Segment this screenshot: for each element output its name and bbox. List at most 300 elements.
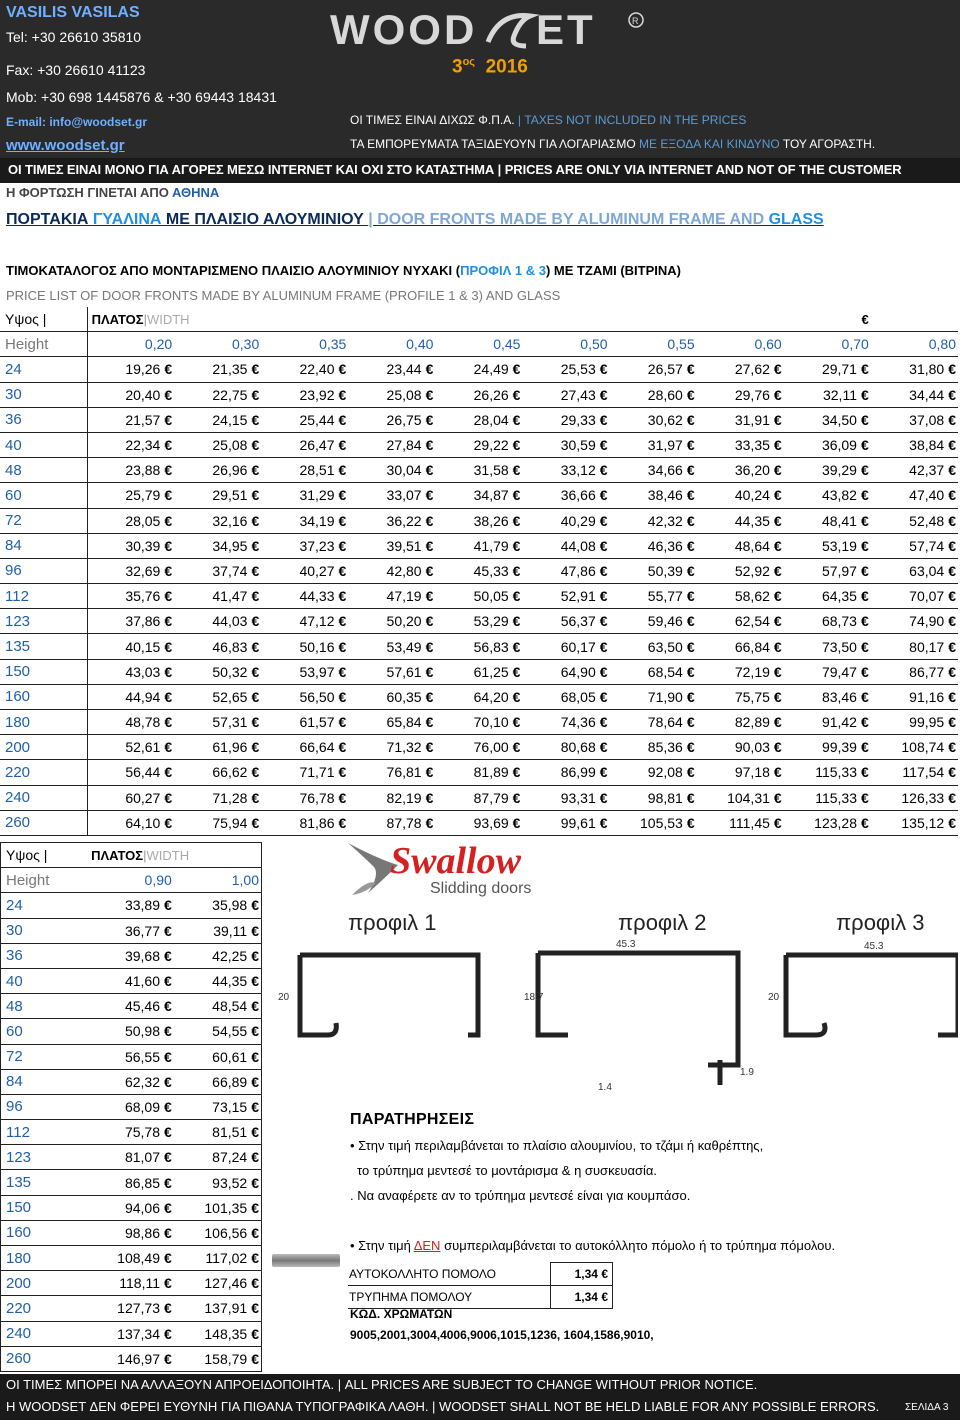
currency-symbol: € (251, 588, 260, 605)
price-value: 33,12 (560, 462, 596, 479)
price-value: 60,61 (212, 1048, 248, 1065)
table-row (0, 609, 958, 634)
currency-symbol: € (599, 588, 608, 605)
price-value: 82,89 (734, 714, 770, 731)
transport-notice: ΤΑ ΕΜΠΟΡΕΥΜΑΤΑ ΤΑΞΙΔΕΥΟΥΝ ΓΙΑ ΛΟΓΑΡΙΑΣΜΟ ΜΕ ΕΞΟΔΑ ΚΑΙ ΚΙΝΔΥΝΟ ΤΟΥ ΑΓΟΡΑΣΤΗ. (350, 137, 876, 151)
extra-item-price: 1,34 € (551, 1263, 613, 1286)
currency-symbol: € (164, 973, 172, 990)
price-cell (435, 533, 522, 558)
price-cell (174, 760, 261, 785)
currency-symbol: € (512, 588, 521, 605)
price-value: 41,79 (473, 537, 509, 554)
width-row (1, 868, 262, 893)
price-cell (871, 684, 958, 709)
price-cell (87, 432, 174, 457)
width-label: ΠΛΑΤΟΣ|WIDTH (87, 843, 261, 868)
price-value: 90,03 (734, 739, 770, 756)
height-value: 260 (1, 1346, 88, 1371)
currency-symbol: € (512, 537, 521, 554)
price-value: 61,57 (299, 714, 335, 731)
currency-symbol: € (164, 1124, 172, 1141)
price-value: 127,46 (204, 1275, 248, 1292)
currency-symbol: € (425, 688, 434, 705)
price-value: 73,50 (821, 638, 857, 655)
price-cell (348, 710, 435, 735)
price-cell (610, 634, 697, 659)
price-cell (784, 684, 871, 709)
price-cell (435, 659, 522, 684)
fax-text: Fax: +30 26610 41123 (6, 62, 146, 78)
currency-symbol: € (599, 411, 608, 428)
price-cell (261, 407, 348, 432)
price-value: 39,29 (821, 462, 857, 479)
price-cell (87, 684, 174, 709)
price-cell (87, 1120, 174, 1145)
price-cell (522, 634, 609, 659)
currency-symbol: € (338, 613, 347, 630)
table-row (0, 558, 958, 583)
price-value: 24,15 (212, 411, 248, 428)
price-value: 39,68 (124, 947, 160, 964)
price-cell (522, 735, 609, 760)
currency-symbol: € (164, 1275, 172, 1292)
price-cell (87, 407, 174, 432)
currency-symbol: € (164, 411, 173, 428)
table-row (1, 918, 262, 943)
price-value: 158,79 (204, 1350, 248, 1367)
price-cell (174, 994, 262, 1019)
mobile-text: Mob: +30 698 1445876 & +30 69443 18431 (6, 89, 277, 105)
price-cell (174, 1246, 262, 1271)
price-value: 32,69 (125, 562, 161, 579)
currency-symbol: € (251, 487, 260, 504)
price-cell (348, 483, 435, 508)
price-value: 23,44 (386, 361, 422, 378)
table-row (0, 735, 958, 760)
price-cell (261, 382, 348, 407)
table-row (0, 458, 958, 483)
price-value: 25,08 (386, 386, 422, 403)
price-cell (610, 458, 697, 483)
price-value: 118,11 (119, 1275, 160, 1292)
price-value: 37,74 (212, 562, 248, 579)
price-cell (610, 810, 697, 835)
currency-symbol: € (686, 663, 695, 680)
height-value: 30 (0, 382, 87, 407)
svg-text:προφιλ 1: προφιλ 1 (348, 910, 437, 935)
price-cell (261, 584, 348, 609)
price-cell (174, 968, 262, 993)
currency-symbol: € (512, 688, 521, 705)
price-value: 40,27 (299, 562, 335, 579)
price-cell (174, 558, 261, 583)
price-value: 65,84 (386, 714, 422, 731)
website-link[interactable]: www.woodset.gr (6, 137, 125, 154)
price-cell (871, 810, 958, 835)
price-value: 47,19 (386, 588, 422, 605)
table-row (1, 968, 262, 993)
currency-symbol: € (512, 512, 521, 529)
currency-symbol: € (686, 739, 695, 756)
price-cell (871, 508, 958, 533)
price-cell (522, 533, 609, 558)
price-value: 29,22 (473, 437, 509, 454)
price-value: 40,24 (734, 487, 770, 504)
currency-symbol: € (773, 613, 782, 630)
currency-symbol: € (686, 512, 695, 529)
height-value: 40 (0, 432, 87, 457)
table-row (0, 483, 958, 508)
email-link[interactable]: E-mail: info@woodset.gr (6, 115, 148, 129)
price-value: 137,34 (117, 1325, 160, 1342)
price-cell (697, 533, 784, 558)
currency-symbol: € (599, 663, 608, 680)
currency-symbol: € (425, 714, 434, 731)
table-row (1, 1120, 262, 1145)
price-cell (87, 533, 174, 558)
price-cell (435, 558, 522, 583)
currency-symbol: € (773, 714, 782, 731)
price-cell (871, 634, 958, 659)
price-cell (87, 558, 174, 583)
price-value: 86,77 (909, 663, 945, 680)
svg-text:WOOD: WOOD (330, 6, 478, 52)
price-cell (435, 584, 522, 609)
price-cell (174, 918, 262, 943)
height-label-en: Height (1, 868, 88, 893)
currency-symbol: € (948, 361, 956, 378)
svg-text:Swallow: Swallow (390, 840, 521, 882)
currency-symbol: € (512, 411, 521, 428)
currency-symbol: € (338, 764, 347, 781)
currency-symbol: € (251, 1250, 259, 1267)
price-cell (261, 357, 348, 382)
price-cell (522, 357, 609, 382)
height-value: 123 (0, 609, 87, 634)
price-cell (87, 382, 174, 407)
currency-symbol: € (338, 789, 347, 806)
price-cell (87, 1145, 174, 1170)
currency-symbol: € (164, 1048, 172, 1065)
price-value: 42,80 (386, 562, 422, 579)
width-value: 0,20 (87, 332, 174, 357)
price-table2-body (1, 868, 262, 1372)
price-value: 38,46 (647, 487, 683, 504)
currency-symbol: € (425, 411, 434, 428)
price-cell (522, 810, 609, 835)
price-value: 36,66 (560, 487, 596, 504)
price-value: 56,37 (560, 613, 596, 630)
price-value: 126,33 (901, 789, 945, 806)
price-cell (348, 785, 435, 810)
price-cell (87, 1069, 174, 1094)
price-value: 23,92 (299, 386, 335, 403)
currency-symbol: € (599, 814, 608, 831)
price-value: 19,26 (125, 361, 161, 378)
currency-symbol: € (860, 411, 869, 428)
currency-symbol: € (860, 638, 869, 655)
price-value: 35,76 (125, 588, 161, 605)
price-value: 71,28 (212, 789, 248, 806)
height-value: 240 (1, 1321, 88, 1346)
footer-price-change: ΟΙ ΤΙΜΕΣ ΜΠΟΡΕΙ ΝΑ ΑΛΛΑΞΟΥΝ ΑΠΡΟΕΙΔΟΠΟΙΗΤΑ. | ALL PRICES ARE SUBJECT TO CHANGE WITHOUT PRIOR NOTICE. (6, 1377, 758, 1392)
swallow-profiles-figure (268, 835, 958, 1095)
currency-symbol: € (599, 437, 608, 454)
price-cell (435, 760, 522, 785)
price-value: 64,35 (821, 588, 857, 605)
height-value: 180 (1, 1246, 88, 1271)
price-value: 35,98 (212, 897, 248, 914)
price-cell (784, 584, 871, 609)
currency-symbol: € (338, 512, 347, 529)
price-value: 94,06 (124, 1199, 160, 1216)
price-cell (87, 994, 174, 1019)
height-value: 60 (0, 483, 87, 508)
currency-symbol: € (948, 814, 956, 831)
currency-symbol: € (512, 638, 521, 655)
price-value: 36,20 (734, 462, 770, 479)
price-value: 68,54 (647, 663, 683, 680)
price-value: 75,75 (734, 688, 770, 705)
price-cell (174, 1296, 262, 1321)
currency-symbol: € (773, 562, 782, 579)
currency-symbol: € (860, 361, 869, 378)
currency-symbol: € (164, 512, 173, 529)
currency-symbol: € (164, 1224, 172, 1241)
price-value: 76,00 (473, 739, 509, 756)
currency-symbol: € (164, 437, 173, 454)
price-value: 66,84 (734, 638, 770, 655)
currency-symbol: € (251, 1073, 259, 1090)
price-value: 104,31 (727, 789, 770, 806)
svg-text:1.9: 1.9 (740, 1067, 754, 1078)
price-value: 87,78 (386, 814, 422, 831)
currency-symbol: € (164, 1098, 172, 1115)
currency-symbol: € (338, 562, 347, 579)
price-cell (174, 1120, 262, 1145)
svg-text:ET: ET (536, 6, 596, 52)
woodset-logo (330, 6, 660, 52)
price-cell (87, 1195, 174, 1220)
currency-symbol: € (425, 789, 434, 806)
price-cell (784, 357, 871, 382)
currency-symbol: € (425, 437, 434, 454)
currency-symbol: € (948, 688, 956, 705)
price-cell (261, 483, 348, 508)
price-cell (174, 1271, 262, 1296)
price-value: 146,97 (117, 1350, 160, 1367)
currency-symbol: € (338, 361, 347, 378)
currency-symbol: € (860, 663, 869, 680)
price-value: 63,50 (647, 638, 683, 655)
price-cell (522, 508, 609, 533)
currency-symbol: € (686, 361, 695, 378)
price-cell (174, 508, 261, 533)
currency-symbol: € (338, 688, 347, 705)
price-cell (435, 508, 522, 533)
price-cell (435, 382, 522, 407)
price-cell (784, 407, 871, 432)
price-value: 21,35 (212, 361, 248, 378)
table-row (0, 810, 958, 835)
svg-text:20: 20 (768, 992, 780, 1003)
currency-symbol: € (948, 588, 956, 605)
currency-symbol: € (338, 537, 347, 554)
currency-symbol: € (599, 386, 608, 403)
price-cell (784, 432, 871, 457)
price-value: 68,09 (124, 1098, 160, 1115)
currency-symbol: € (686, 411, 695, 428)
price-value: 28,05 (125, 512, 161, 529)
currency-symbol: € (860, 714, 869, 731)
currency-symbol: € (512, 814, 521, 831)
price-value: 33,07 (386, 487, 422, 504)
currency-symbol: € (164, 1073, 172, 1090)
svg-text:18.7: 18.7 (524, 992, 544, 1003)
price-cell (261, 810, 348, 835)
price-value: 117,54 (902, 764, 945, 781)
price-cell (871, 785, 958, 810)
price-cell (174, 810, 261, 835)
currency-symbol: € (512, 437, 521, 454)
currency-symbol: € (599, 537, 608, 554)
currency-symbol: € (251, 1325, 259, 1342)
currency-symbol: € (686, 688, 695, 705)
vat-notice: ΟΙ ΤΙΜΕΣ ΕΙΝΑΙ ΔΙΧΩΣ Φ.Π.Α. | TAXES NOT INCLUDED IN THE PRICES (350, 113, 747, 127)
price-value: 86,85 (124, 1174, 160, 1191)
currency-symbol: € (425, 663, 434, 680)
price-cell (610, 710, 697, 735)
price-value: 81,86 (299, 814, 335, 831)
price-value: 26,75 (386, 411, 422, 428)
price-cell (610, 382, 697, 407)
currency-symbol: € (773, 437, 782, 454)
extra-item-label: ΤΡΥΠΗΜΑ ΠΟΜΟΛΟΥ (348, 1285, 551, 1308)
price-value: 30,39 (125, 537, 161, 554)
currency-symbol: € (773, 638, 782, 655)
svg-text:προφιλ 2: προφιλ 2 (618, 910, 707, 935)
price-value: 79,47 (821, 663, 857, 680)
currency-symbol: € (164, 688, 173, 705)
price-cell (348, 407, 435, 432)
subtitle-english: PRICE LIST OF DOOR FRONTS MADE BY ALUMINUM FRAME (PROFILE 1 & 3) AND GLASS (6, 288, 561, 303)
height-value: 135 (0, 634, 87, 659)
price-value: 93,31 (560, 789, 596, 806)
currency-symbol: € (251, 1048, 259, 1065)
svg-text:45.3: 45.3 (864, 941, 884, 952)
price-cell (87, 1296, 174, 1321)
price-value: 72,19 (734, 663, 770, 680)
currency-symbol: € (860, 814, 869, 831)
height-value: 30 (1, 918, 88, 943)
price-cell (871, 533, 958, 558)
price-cell (697, 558, 784, 583)
currency-symbol: € (164, 663, 173, 680)
price-cell (435, 458, 522, 483)
note-not-included: • Στην τιμή ΔΕΝ συμπεριλαμβάνεται το αυτοκόλλητο πόμολο ή το τρύπημα πόμολου. (350, 1238, 836, 1253)
price-value: 41,47 (212, 588, 248, 605)
currency-symbol: € (860, 537, 869, 554)
edition-label: $3^{o\varsigma}$ 2016 (452, 56, 528, 78)
price-value: 57,74 (909, 537, 945, 554)
price-cell (435, 785, 522, 810)
currency-symbol: € (251, 437, 260, 454)
currency-symbol: € (251, 897, 259, 914)
height-value: 150 (1, 1195, 88, 1220)
currency-symbol: € (599, 487, 608, 504)
price-value: 55,77 (647, 588, 683, 605)
price-cell (348, 382, 435, 407)
table-row (1, 1296, 262, 1321)
currency-symbol: € (251, 688, 260, 705)
currency-symbol: € (773, 688, 782, 705)
table-row (1, 1271, 262, 1296)
price-cell (522, 659, 609, 684)
price-cell (697, 634, 784, 659)
height-value: 72 (1, 1044, 88, 1069)
price-cell (87, 785, 174, 810)
price-cell (610, 760, 697, 785)
currency-symbol: € (686, 714, 695, 731)
width-value: 0,45 (435, 332, 522, 357)
price-value: 66,64 (299, 739, 335, 756)
currency-symbol: € (251, 1124, 259, 1141)
price-cell (261, 458, 348, 483)
price-value: 63,04 (909, 562, 945, 579)
price-cell (261, 735, 348, 760)
currency-symbol: € (251, 562, 260, 579)
currency-symbol: € (425, 462, 434, 479)
table2-header-row (1, 843, 262, 868)
table-row (1, 1321, 262, 1346)
table-row (0, 760, 958, 785)
price-cell (784, 634, 871, 659)
price-cell (784, 810, 871, 835)
currency-symbol: € (948, 789, 956, 806)
price-value: 70,07 (909, 588, 945, 605)
price-cell (348, 760, 435, 785)
price-cell (348, 558, 435, 583)
price-value: 46,36 (647, 537, 683, 554)
price-value: 24,49 (473, 361, 509, 378)
currency-symbol: € (773, 764, 782, 781)
price-cell (697, 735, 784, 760)
price-value: 31,80 (909, 361, 945, 378)
currency-symbol: € (599, 361, 608, 378)
currency-symbol: € (512, 386, 521, 403)
note-included-cont: το τρύπημα μεντεσέ το μοντάρισμα & η συσκευασία. (357, 1163, 658, 1178)
height-value: 48 (1, 994, 88, 1019)
price-cell (610, 483, 697, 508)
height-value: 160 (1, 1220, 88, 1245)
price-cell (784, 382, 871, 407)
price-value: 46,83 (212, 638, 248, 655)
table-row (0, 710, 958, 735)
currency-symbol: € (948, 562, 956, 579)
price-value: 68,05 (560, 688, 596, 705)
height-value: 24 (0, 357, 87, 382)
currency-symbol: € (599, 739, 608, 756)
price-cell (697, 710, 784, 735)
currency-symbol: € (338, 487, 347, 504)
price-table-body (0, 332, 958, 836)
price-cell (522, 382, 609, 407)
price-cell (261, 609, 348, 634)
price-value: 37,23 (299, 537, 335, 554)
currency-symbol: € (599, 789, 608, 806)
price-cell (522, 407, 609, 432)
price-cell (610, 558, 697, 583)
